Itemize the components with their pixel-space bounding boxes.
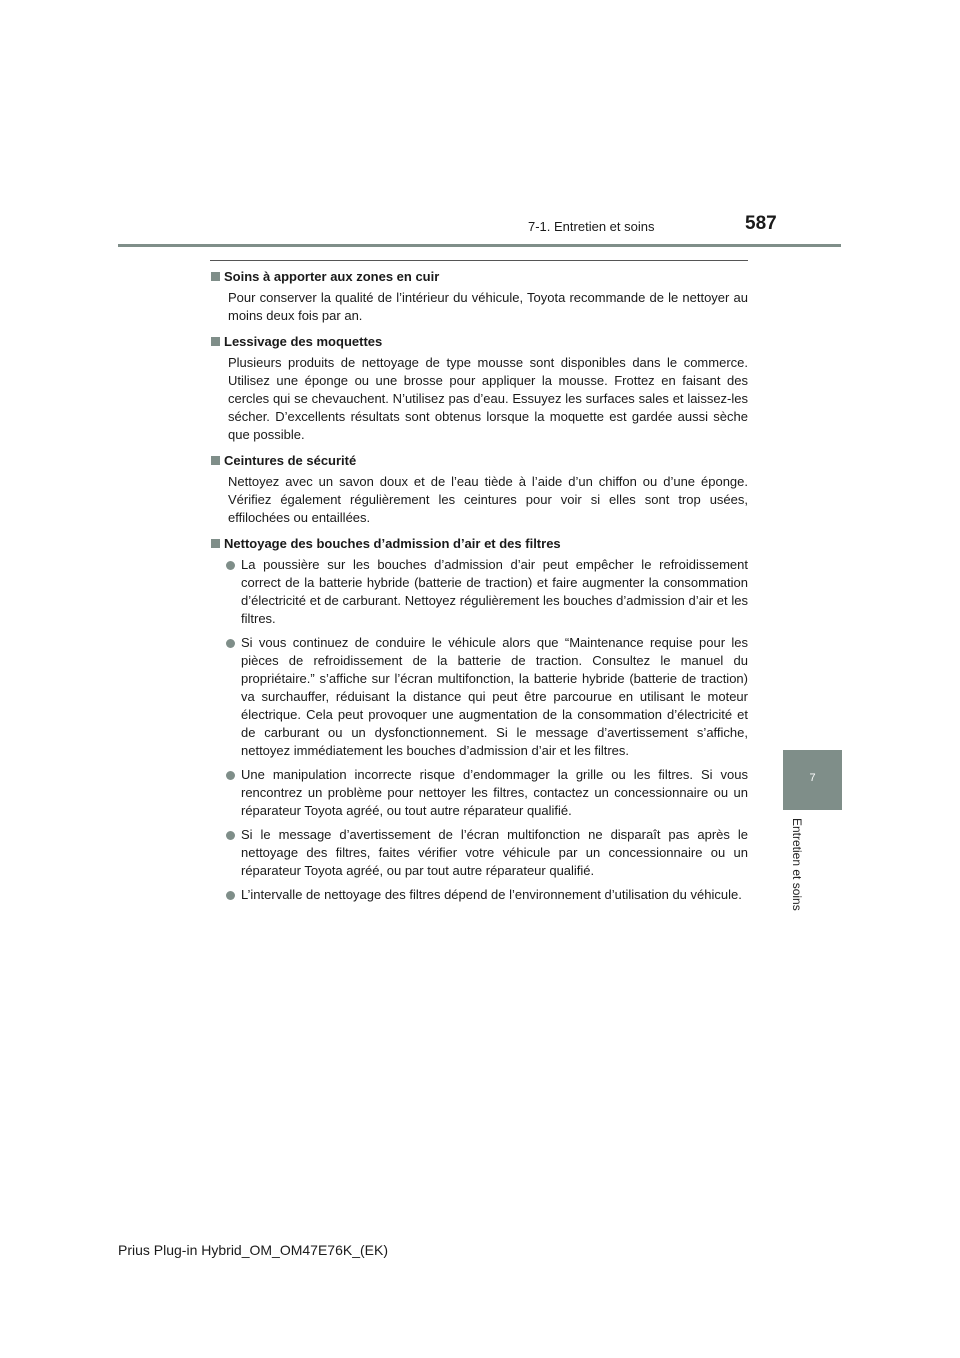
round-bullet-icon <box>226 639 235 648</box>
section-title <box>210 268 748 286</box>
chapter-tab-number: 7 <box>809 772 816 784</box>
list-item-text: L’intervalle de nettoyage des filtres dépend de l’environnement d’utilisation du véhicule. <box>241 887 742 902</box>
section-carpets <box>210 333 748 444</box>
section-title <box>210 333 748 351</box>
content-divider <box>210 260 748 261</box>
footer-document-id: Prius Plug-in Hybrid_OM_OM47E76K_(EK) <box>118 1242 388 1258</box>
square-bullet-icon <box>211 539 220 548</box>
list-item <box>210 826 748 880</box>
list-item-text: La poussière sur les bouches d’admission d’air peut empêcher le refroidissement correct de la batterie hybride (batterie de traction) et faire augmenter la consommation d’électricité et de carburant. Nettoyez régulièrement les bouches d’admission d’air et les filtres. <box>241 557 748 626</box>
section-body: Nettoyez avec un savon doux et de l’eau tiède à l’aide d’un chiffon ou d’une éponge. Vérifiez également régulièrement les ceintures pour voir si elles sont trop usées, effilochées ou entaillées. <box>228 474 748 525</box>
list-item-text: Une manipulation incorrecte risque d’endommager la grille ou les filtres. Si vous rencontrez un problème pour nettoyer les filtres, contactez un concessionnaire ou un réparateur Toyota agréé, ou tout autre réparateur qualifié. <box>241 767 748 818</box>
section-title <box>210 535 748 553</box>
section-title-text: Soins à apporter aux zones en cuir <box>224 269 440 284</box>
header-divider <box>118 244 841 247</box>
section-air-intake <box>210 535 748 904</box>
list-item <box>210 886 748 904</box>
round-bullet-icon <box>226 771 235 780</box>
page-number: 587 <box>745 213 777 234</box>
section-leather <box>210 268 748 325</box>
section-title-text: Nettoyage des bouches d’admission d’air et des filtres <box>224 536 561 551</box>
list-item-text: Si vous continuez de conduire le véhicule alors que “Maintenance requise pour les pièces de refroidissement de la batterie de traction. Consultez le manuel du propriétaire.” s’affiche sur l’écran multifonction, la batterie hybride (batterie de traction) va surchauffer, réduisant la distance qui peut être parcourue en utilisant le moteur électrique. Cela peut provoquer une augmentation de la consommation d’électricité et de carburant ou un dysfonctionnement. Si le message d’avertissement s’affiche, nettoyez immédiatement les bouches d’admission d’air et les filtres. <box>241 635 748 758</box>
section-title-text: Ceintures de sécurité <box>224 453 357 468</box>
chapter-tab <box>783 750 842 810</box>
list-item <box>210 556 748 628</box>
section-body: Pour conserver la qualité de l’intérieur du véhicule, Toyota recommande de le nettoyer au moins deux fois par an. <box>228 290 748 323</box>
round-bullet-icon <box>226 831 235 840</box>
section-title <box>210 452 748 470</box>
list-item <box>210 634 748 760</box>
round-bullet-icon <box>226 561 235 570</box>
section-body: Plusieurs produits de nettoyage de type mousse sont disponibles dans le commerce. Utilisez une éponge ou une brosse pour appliquer la mousse. Frottez en faisant des cercles qui se chevauchent. N’utilisez pas d’eau. Essuyez les surfaces sales et laissez-les sécher. D’excellents résultats sont obtenus lorsque la moquette est gardée aussi sèche que possible. <box>228 355 748 442</box>
square-bullet-icon <box>211 272 220 281</box>
section-seatbelts <box>210 452 748 527</box>
header-section-title: 7-1. Entretien et soins <box>528 219 655 234</box>
list-item <box>210 766 748 820</box>
section-title-text: Lessivage des moquettes <box>224 334 383 349</box>
list-item-text: Si le message d’avertissement de l’écran multifonction ne disparaît pas après le nettoyage des filtres, faites vérifier votre véhicule par un concessionnaire ou un réparateur Toyota agréé, ou par tout autre réparateur qualifié. <box>241 827 748 878</box>
square-bullet-icon <box>211 337 220 346</box>
square-bullet-icon <box>211 456 220 465</box>
round-bullet-icon <box>226 891 235 900</box>
chapter-tab-label: Entretien et soins <box>790 818 804 911</box>
page-content <box>210 268 748 912</box>
